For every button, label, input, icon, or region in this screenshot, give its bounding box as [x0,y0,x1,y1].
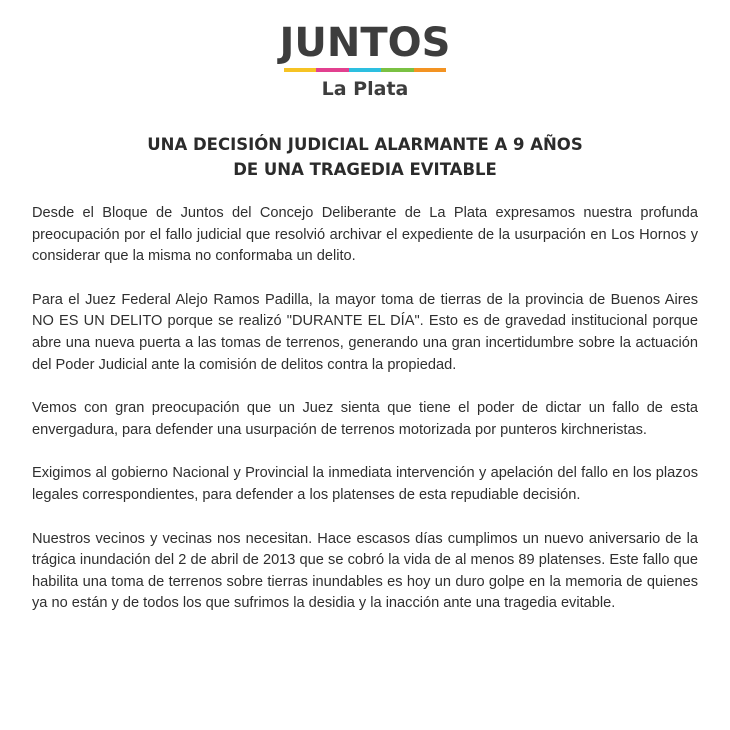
logo-color-stripe [284,68,446,72]
title-line-2: DE UNA TRAGEDIA EVITABLE [233,160,497,179]
statement-body [32,203,698,637]
paragraph: Nuestros vecinos y vecinas nos necesitan. Hace escasos días cumplimos un nuevo aniversario de la trágica inundación del 2 de abril de 2013 que se cobró la vida de al menos 89 platenses. Este fallo que habilita una toma de terrenos sobre tierras inundables es hoy un duro golpe en la memoria de quienes ya no están y de todos los que sufrimos la desidia y la inacción ante una tragedia evitable. [32,530,698,612]
paragraph: Para el Juez Federal Alejo Ramos Padilla, la mayor toma de tierras de la provincia de Buenos Aires NO ES UN DELITO porque se realizó "DURANTE EL DÍA". Esto es de gravedad institucional porque abre una nueva puerta a las tomas de terrenos, generando una gran incertidumbre sobre la actuación del Poder Judicial ante la comisión de delitos contra la propiedad. [32,291,698,373]
logo-brand-text: JUNTOS [279,20,451,66]
juntos-logo [0,20,730,100]
stripe-yellow [284,68,316,72]
page-title [0,132,730,182]
stripe-cyan [349,68,381,72]
logo-city-text: La Plata [321,78,409,100]
title-line-1: UNA DECISIÓN JUDICIAL ALARMANTE A 9 AÑOS [147,135,583,154]
stripe-pink [316,68,348,72]
paragraph: Vemos con gran preocupación que un Juez sienta que tiene el poder de dictar un fallo de esta envergadura, para defender una usurpación de terrenos motorizada por punteros kirchneristas. [32,400,698,438]
paragraph: Desde el Bloque de Juntos del Concejo Deliberante de La Plata expresamos nuestra profunda preocupación por el fallo judicial que resolvió archivar el expediente de la usurpación en Los Hornos y considerar que la misma no conformaba un delito. [32,205,698,265]
paragraph: Exigimos al gobierno Nacional y Provincial la inmediata intervención y apelación del fallo en los plazos legales correspondientes, para defender a los platenses de esta repudiable decisión. [32,465,698,503]
stripe-green [381,68,413,72]
stripe-orange [414,68,446,72]
